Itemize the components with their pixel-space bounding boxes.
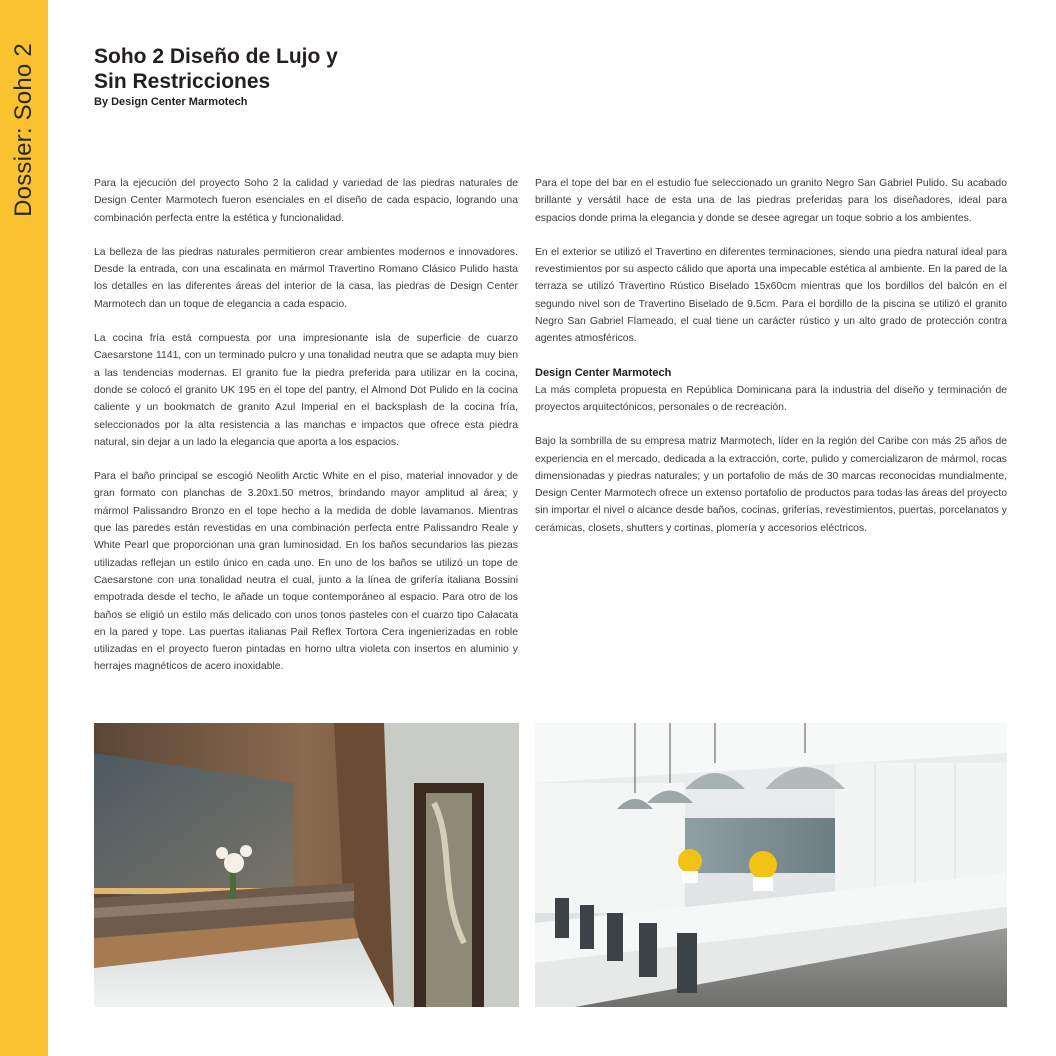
company-heading: Design Center Marmotech bbox=[535, 366, 672, 379]
bathroom-illustration bbox=[94, 723, 519, 1007]
paragraph: Bajo la sombrilla de su empresa matriz Marmotech, líder en la región del Caribe con más 25 años de experiencia en el mercado, dedicada a la extracción, corte, pulido y comercializaron de mármol, rocas dimensionadas y piedras naturales; y un portafolio de más de 30 marcas reconocidas mundialmente, Design Center Marmotech ofrece un extenso portafolio de productos para todas las áreas del proyecto sin importar el nivel o alcance desde baños, cocinas, griferías, revestimientos, puertas, porcelanatos y cerámicas, closets, shutters y cortinas, plomería y accesorios eléctricos. bbox=[535, 436, 1007, 534]
title-line-2: Sin Restricciones bbox=[94, 70, 271, 93]
bathroom-photo bbox=[94, 723, 519, 1007]
paragraph: Para la ejecución del proyecto Soho 2 la calidad y variedad de las piedras naturales de Design Center Marmotech fueron esenciales en el diseño de cada espacio, logrando una combinación perfecta entre la estética y funcionalidad. bbox=[94, 178, 518, 224]
paragraph: La belleza de las piedras naturales permitieron crear ambientes modernos e innovadores. Desde la entrada, con una escalinata en mármol Travertino Romano Clásico Pulido hasta los detalles en las diferentes áreas del interior de la casa, las piedras de Design Center Marmotech dan un toque de elegancia a cada espacio. bbox=[94, 246, 518, 310]
paragraph: Para el tope del bar en el estudio fue seleccionado un granito Negro San Gabriel Pulido. Su acabado brillante y versátil hace de esta una de las piedras preferidas para los diseñadores, ideal para espacios donde prima la elegancia y donde se desee agregar un toque sobrio a los ambientes. bbox=[535, 178, 1007, 224]
paragraph: La más completa propuesta en República Dominicana para la industria del diseño y terminación de proyectos arquitectónicos, personales o de recreación. bbox=[535, 384, 1007, 413]
section-label: Dossier: Soho 2 bbox=[10, 43, 37, 217]
sidebar-band bbox=[0, 0, 48, 1056]
right-column bbox=[535, 175, 1007, 537]
title-line-1: Soho 2 Diseño de Lujo y bbox=[94, 45, 338, 68]
article-title bbox=[94, 44, 494, 94]
left-column bbox=[94, 175, 518, 676]
paragraph: En el exterior se utilizó el Travertino en diferentes terminaciones, siendo una piedra natural ideal para revestimientos por su aspecto cálido que aporta una impecable estética al ambiente. En la pared de la terraza se utilizó Travertino Rústico Biselado 15x60cm mientras que los bordillos del balcón en el segundo nivel son de Travertino Biselado de 9.5cm. Para el bordillo de la piscina se utilizó el granito Negro San Gabriel Flameado, el cual tiene un carácter rústico y un alto grado de protección contra agentes atmosféricos. bbox=[535, 246, 1007, 345]
kitchen-photo bbox=[535, 723, 1007, 1007]
paragraph: Para el baño principal se escogió Neolith Arctic White en el piso, material innovador y de gran formato con planchas de 3.20x1.50 metros, brindando mayor amplitud al área; y mármol Palissandro Bronzo en el tope hecho a la medida de doble lavamanos. Mientras que las paredes están revestidas en una combinación perfecta entre Palissandro Reale y White Pearl que proporcionan una gran luminosidad. En los baños secundarios las piezas utilizadas reflejan un estilo único en cada uno. En uno de los baños se utilizó un tope de Caesarstone con una tonalidad neutra el cual, junto a la línea de grifería italiana Bossini empotrada desde el techo, le añade un toque contemporáneo al espacio. Para otro de los baños se eligió un estilo más delicado con unos tonos pasteles con el cuarzo tipo Calacata en la pared y tope. Las puertas italianas Pail Reflex Tortora Cera ingenierizadas en roble utilizadas en el proyecto fueron pintadas en horno ultra violeta con insertos en aluminio y herrajes magnéticos de acero inoxidable. bbox=[94, 471, 518, 673]
article-byline: By Design Center Marmotech bbox=[94, 96, 248, 108]
paragraph: La cocina fría está compuesta por una impresionante isla de superficie de cuarzo Caesarstone 1141, con un terminado pulcro y una tonalidad neutra que se adapta muy bien a las tendencias modernas. El granito fue la piedra preferida para utilizar en la cocina, donde se colocó el granito UK 195 en el tope del pantry, el Almond Dot Pulido en la cocina caliente y un bookmatch de granito Azul Imperial en el backsplash de la cocina fría, seleccionados por la alta resistencia a las manchas e impactos que ofrece esta piedra natural, sin dejar a un lado la elegancia que aporta a los espacios. bbox=[94, 333, 518, 448]
kitchen-illustration bbox=[535, 723, 1007, 1007]
